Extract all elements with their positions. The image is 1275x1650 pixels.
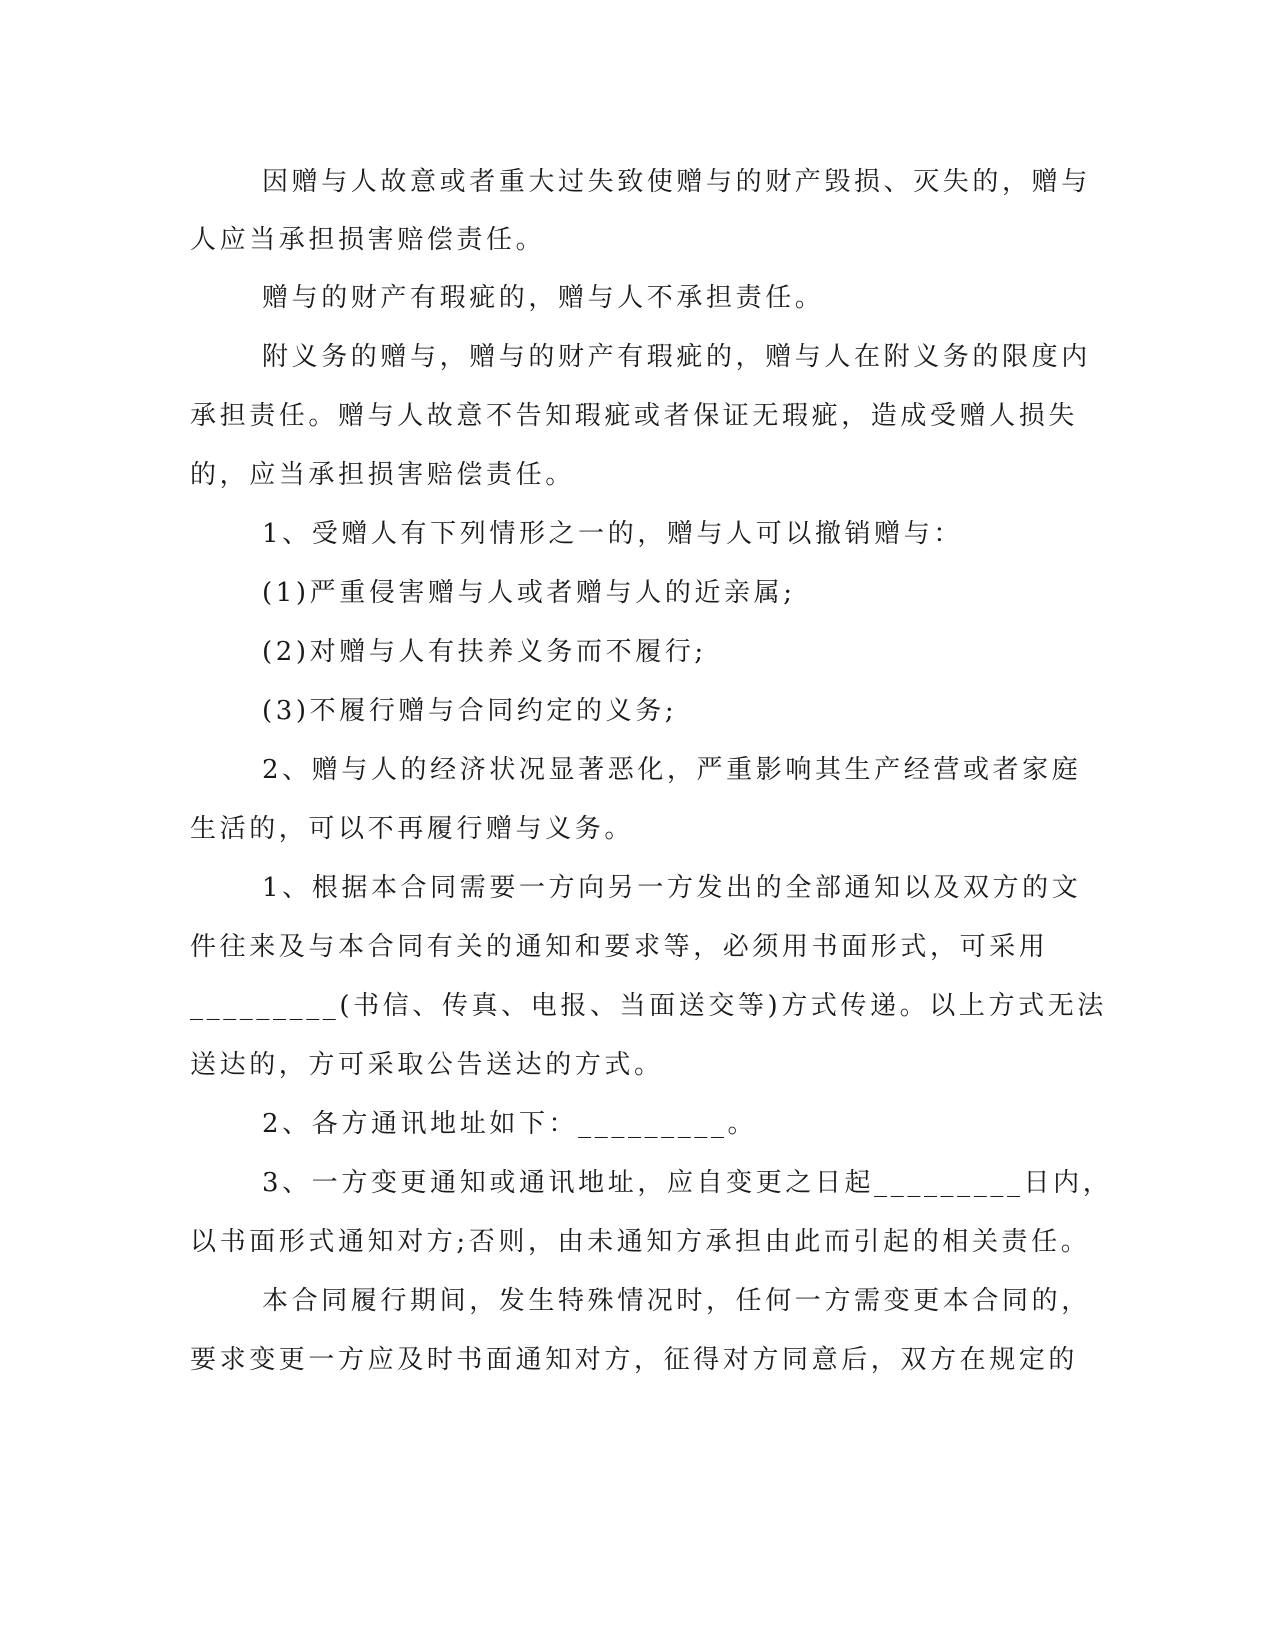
paragraph-line: 件往来及与本合同有关的通知和要求等，必须用书面形式，可采用 — [190, 932, 1049, 962]
paragraph-line: 本合同履行期间，发生特殊情况时，任何一方需变更本合同的， — [262, 1286, 1091, 1316]
paragraph-line: 附义务的赠与，赠与的财产有瑕疵的，赠与人在附义务的限度内 — [262, 342, 1091, 372]
paragraph-line: 赠与的财产有瑕疵的，赠与人不承担责任。 — [262, 283, 825, 313]
list-item: 1、根据本合同需要一方向另一方发出的全部通知以及双方的文 — [262, 873, 1082, 903]
list-item: (1)严重侵害赠与人或者赠与人的近亲属; — [262, 578, 796, 608]
list-item: 2、各方通讯地址如下：_________。 — [262, 1109, 758, 1139]
paragraph-line: 生活的，可以不再履行赠与义务。 — [190, 814, 635, 844]
paragraph-line: 人应当承担损害赔偿责任。 — [190, 225, 546, 255]
list-item: 2、赠与人的经济状况显著恶化，严重影响其生产经营或者家庭 — [262, 755, 1082, 785]
paragraph-line: _________(书信、传真、电报、当面送交等)方式传递。以上方式无法 — [190, 991, 1107, 1021]
list-item: (3)不履行赠与合同约定的义务; — [262, 696, 678, 726]
paragraph-line: 要求变更一方应及时书面通知对方，征得对方同意后，双方在规定的 — [190, 1345, 1079, 1375]
list-item: (2)对赠与人有扶养义务而不履行; — [262, 637, 707, 667]
paragraph-line: 承担责任。赠与人故意不告知瑕疵或者保证无瑕疵，造成受赠人损失 — [190, 401, 1079, 431]
paragraph-line: 送达的，方可采取公告送达的方式。 — [190, 1050, 664, 1080]
list-item: 3、一方变更通知或通讯地址，应自变更之日起_________日内， — [262, 1168, 1113, 1198]
paragraph-line: 以书面形式通知对方;否则，由未通知方承担由此而引起的相关责任。 — [190, 1227, 1091, 1257]
paragraph-line: 的，应当承担损害赔偿责任。 — [190, 460, 575, 490]
paragraph-line: 因赠与人故意或者重大过失致使赠与的财产毁损、灭失的，赠与 — [262, 167, 1091, 197]
list-item: 1、受赠人有下列情形之一的，赠与人可以撤销赠与： — [262, 519, 963, 549]
